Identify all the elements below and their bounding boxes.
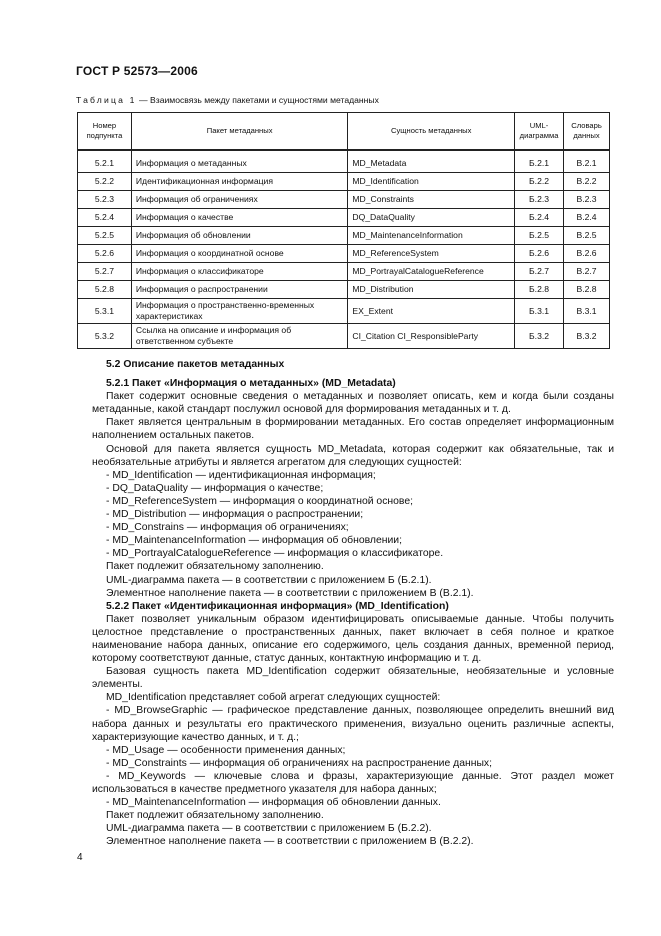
cell-number: 5.2.5 — [78, 227, 132, 245]
list-item: - MD_BrowseGraphic — графическое представление данных, позволяющее определить внешний вид набора данных и результаты его практического применения, визуально оценить различные аспекты, характеризующие качество данных, и т. д.; — [92, 705, 614, 743]
cell-dictionary: В.2.2 — [564, 173, 610, 191]
cell-number: 5.3.2 — [78, 324, 132, 349]
cell-entity: DQ_DataQuality — [348, 209, 515, 227]
table-row — [78, 151, 610, 173]
header-package: Пакет метаданных — [131, 113, 348, 150]
cell-package: Информация о метаданных — [131, 151, 348, 173]
list-item: - MD_MaintenanceInformation — информация об обновлении; — [106, 535, 402, 547]
cell-entity: MD_Constraints — [348, 191, 515, 209]
cell-package: Информация о классификаторе — [131, 263, 348, 281]
header-number: Номер подпункта — [78, 113, 132, 150]
cell-entity: MD_MaintenanceInformation — [348, 227, 515, 245]
paragraph: Пакет является центральным в формировании метаданных. Его состав определяет информационным наполнением остальных пакетов. — [92, 417, 614, 442]
table-caption — [76, 95, 379, 105]
cell-package: Информация об обновлении — [131, 227, 348, 245]
list-item: - MD_PortrayalCatalogueReference — информация о классификаторе. — [106, 548, 444, 560]
header-uml: UML-диаграмма — [515, 113, 564, 150]
document-body — [92, 358, 614, 848]
table-row — [78, 209, 610, 227]
cell-dictionary: В.2.8 — [564, 281, 610, 299]
cell-number: 5.2.8 — [78, 281, 132, 299]
cell-number: 5.2.1 — [78, 151, 132, 173]
paragraph: Элементное наполнение пакета — в соответствии с приложением В (В.2.2). — [106, 836, 474, 848]
cell-dictionary: В.2.1 — [564, 151, 610, 173]
cell-entity: MD_Distribution — [348, 281, 515, 299]
cell-uml: Б.3.2 — [515, 324, 564, 349]
table-caption-label: Таблица 1 — [76, 95, 137, 105]
paragraph: Пакет содержит основные сведения о метаданных и позволяет описать, кем и когда были созданы метаданные, какой стандарт послужил основой для формирования метаданных и т. д. — [92, 391, 614, 416]
paragraph: MD_Identification представляет собой агрегат следующих сущностей: — [106, 692, 441, 704]
cell-uml: Б.2.2 — [515, 173, 564, 191]
cell-package: Информация об ограничениях — [131, 191, 348, 209]
list-item: - MD_Identification — идентификационная информация; — [106, 469, 376, 481]
cell-number: 5.2.7 — [78, 263, 132, 281]
cell-package: Информация о пространственно-временных характеристиках — [131, 299, 348, 324]
cell-uml: Б.2.1 — [515, 151, 564, 173]
paragraph: Основой для пакета является сущность MD_Metadata, которая содержит как обязательные, так и необязательные атрибуты и является агрегатом для следующих сущностей: — [92, 443, 614, 468]
table-row — [78, 173, 610, 191]
cell-number: 5.2.3 — [78, 191, 132, 209]
cell-dictionary: В.2.3 — [564, 191, 610, 209]
subsection-heading: 5.2.1 Пакет «Информация о метаданных» (MD_Metadata) — [106, 378, 396, 390]
cell-package: Информация о распространении — [131, 281, 348, 299]
cell-uml: Б.2.3 — [515, 191, 564, 209]
table-header-row — [78, 113, 610, 150]
list-item: - MD_Constrains — информация об ограничениях; — [106, 522, 349, 534]
cell-uml: Б.3.1 — [515, 299, 564, 324]
cell-package: Информация о качестве — [131, 209, 348, 227]
table-caption-text: — Взаимосвязь между пакетами и сущностями метаданных — [136, 95, 379, 105]
list-item: - MD_Keywords — ключевые слова и фразы, характеризующие данные. Этот раздел может использоваться в качестве предметного указателя для набора данных; — [92, 770, 614, 795]
section-heading: 5.2 Описание пакетов метаданных — [106, 359, 285, 370]
cell-uml: Б.2.4 — [515, 209, 564, 227]
cell-uml: Б.2.6 — [515, 245, 564, 263]
cell-entity: CI_Citation CI_ResponsibleParty — [348, 324, 515, 349]
paragraph: Пакет подлежит обязательному заполнению. — [106, 810, 324, 822]
subsection-heading: 5.2.2 Пакет «Идентификационная информация» (MD_Identification) — [106, 600, 449, 612]
cell-dictionary: В.2.4 — [564, 209, 610, 227]
cell-uml: Б.2.8 — [515, 281, 564, 299]
table-row — [78, 245, 610, 263]
cell-number: 5.3.1 — [78, 299, 132, 324]
cell-entity: MD_Metadata — [348, 151, 515, 173]
header-dictionary: Словарь данных — [564, 113, 610, 150]
cell-entity: MD_Identification — [348, 173, 515, 191]
cell-package: Информация о координатной основе — [131, 245, 348, 263]
list-item: - MD_MaintenanceInformation — информация об обновлении данных. — [106, 797, 441, 809]
page-number: 4 — [77, 852, 83, 863]
header-entity: Сущность метаданных — [348, 113, 515, 150]
table-row — [78, 299, 610, 324]
cell-number: 5.2.2 — [78, 173, 132, 191]
cell-number: 5.2.4 — [78, 209, 132, 227]
cell-entity: MD_PortrayalCatalogueReference — [348, 263, 515, 281]
cell-package: Ссылка на описание и информация об ответственном субъекте — [131, 324, 348, 349]
cell-dictionary: В.3.1 — [564, 299, 610, 324]
cell-dictionary: В.2.6 — [564, 245, 610, 263]
paragraph: Элементное наполнение пакета — в соответствии с приложением В (В.2.1). — [106, 587, 474, 599]
cell-dictionary: В.3.2 — [564, 324, 610, 349]
paragraph: UML-диаграмма пакета — в соответствии с приложением Б (Б.2.1). — [106, 574, 432, 586]
table-row — [78, 227, 610, 245]
paragraph: Пакет позволяет уникальным образом идентифицировать описываемые данные. Чтобы получить целостное представление о пространственных данных, пакет включает в себя полное и краткое наименование набора данных, описание его содержимого, цель создания данных, временной период, которому соответствуют данные, статус данных, контактную информацию и т. д. — [92, 613, 614, 665]
cell-entity: EX_Extent — [348, 299, 515, 324]
paragraph: Пакет подлежит обязательному заполнению. — [106, 561, 324, 573]
list-item: - MD_Constraints — информация об ограничениях на распространение данных; — [106, 757, 493, 769]
list-item: - MD_Usage — особенности применения данных; — [106, 744, 346, 756]
standard-title: ГОСТ Р 52573—2006 — [76, 64, 198, 78]
list-item: - DQ_DataQuality — информация о качестве; — [106, 482, 324, 494]
cell-uml: Б.2.7 — [515, 263, 564, 281]
table-row — [78, 324, 610, 349]
list-item: - MD_Distribution — информация о распространении; — [106, 509, 364, 521]
cell-number: 5.2.6 — [78, 245, 132, 263]
table-row — [78, 281, 610, 299]
table-row — [78, 191, 610, 209]
table-row — [78, 263, 610, 281]
paragraph: Базовая сущность пакета MD_Identification содержит обязательные, необязательные и условные элементы. — [92, 666, 614, 691]
cell-dictionary: В.2.7 — [564, 263, 610, 281]
metadata-table — [77, 112, 610, 349]
paragraph: UML-диаграмма пакета — в соответствии с приложением Б (Б.2.2). — [106, 823, 432, 835]
list-item: - MD_ReferenceSystem — информация о координатной основе; — [106, 495, 413, 507]
cell-dictionary: В.2.5 — [564, 227, 610, 245]
cell-package: Идентификационная информация — [131, 173, 348, 191]
cell-entity: MD_ReferenceSystem — [348, 245, 515, 263]
cell-uml: Б.2.5 — [515, 227, 564, 245]
